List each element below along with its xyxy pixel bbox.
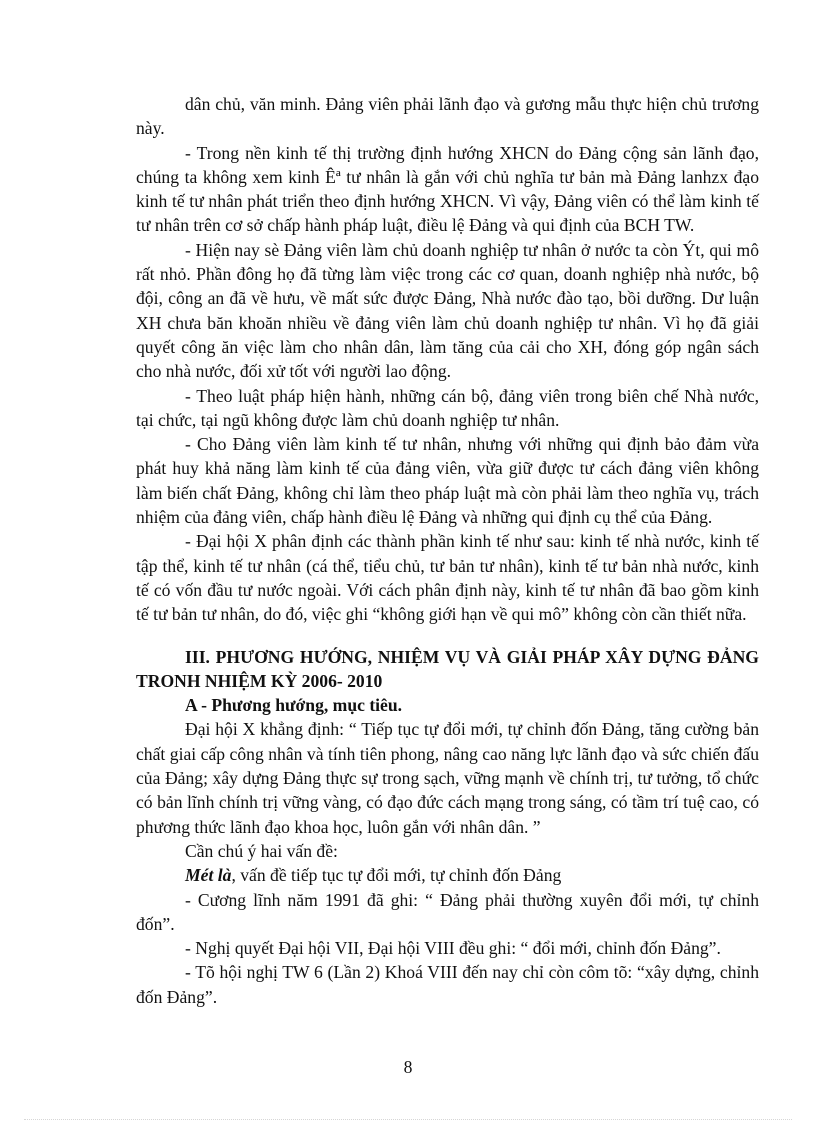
paragraph-two-issues: Cần chú ý hai vấn đề: xyxy=(185,840,338,861)
paragraph-congress-statement: Đại hội X khẳng định: “ Tiếp tục tự đổi mới, tự chỉnh đốn Đảng, tăng cường bản chất giai cấp công nhân và tính tiên phong, nâng cao năng lực lãnh đạo và sức chiến đấu của Đảng; xây dựng Đảng thực sự trong sạch, vững mạnh về chính trị, tư tưởng, tổ chức có bản lĩnh chính trị vững vàng, có đạo đức cách mạng trong sáng, có tầm trí tuệ cao, có phương thức lãnh đạo khoa học, luôn gắn với nhân dân. ” xyxy=(136,719,759,837)
paragraph-economic-sectors: - Đại hội X phân định các thành phần kinh tế như sau: kinh tế nhà nước, kinh tế tập thể, kinh tế tư nhân (cá thể, tiểu chủ, tư bản tư nhân), kinh tế tư bản nhà nước, kinh tế có vốn đầu tư nước ngoài. Với cách phân định này, kinh tế tư nhân đã bao gồm kinh tế tư bản tư nhân, do đó, việc ghi “không giới hạn về qui mô” không còn cần thiết nữa. xyxy=(136,531,759,625)
paragraph-party-members-business: - Hiện nay sè Đảng viên làm chủ doanh nghiệp tư nhân ở nước ta còn Ýt, qui mô rất nhỏ. Phần đông họ đã từng làm việc trong các cơ quan, doanh nghiệp nhà nước, bộ đội, công an đã về hưu, về mất sức được Đảng, Nhà nước đào tạo, bồi dưỡng. Dư luận XH chưa băn khoăn nhiều về đảng viên làm chủ doanh nghiệp tư nhân. Vì họ đã giải quyết công ăn việc làm cho nhân dân, làm tăng của cải cho XH, đóng góp ngân sách cho nhà nước, đối xử tốt với người lao động. xyxy=(136,239,759,382)
section-heading: III. PHƯƠNG HƯỚNG, NHIỆM VỤ VÀ GIẢI PHÁP XÂY DỰNG ĐẢNG TRONH NHIỆM KỲ 2006- 2010 xyxy=(136,646,759,691)
paragraph-private-economy: - Trong nền kinh tế thị trường định hướng XHCN do Đảng cộng sản lãnh đạo, chúng ta không xem kinh Êª tư nhân là gắn với chủ nghĩa tư bản mà Đảng lanhzx đạo kinh tế tư nhân phát triển theo định hướng XHCN. Vì vậy, Đảng viên có thể làm kinh tế tư nhân trên cơ sở chấp hành pháp luật, điều lệ Đảng và qui định của BCH TW. xyxy=(136,142,759,236)
page-body xyxy=(136,92,759,1009)
paragraph-conference-tw6: - Tõ hội nghị TW 6 (Lần 2) Khoá VIII đến nay chỉ còn côm tõ: “xây dựng, chỉnh đốn Đảng”. xyxy=(136,962,759,1007)
paragraph-current-law: - Theo luật pháp hiện hành, những cán bộ, đảng viên trong biên chế Nhà nước, tại chức, tại ngũ không được làm chủ doanh nghiệp tư nhân. xyxy=(136,385,759,430)
paragraph-continuation: dân chủ, văn minh. Đảng viên phải lãnh đạo và gương mẫu thực hiện chủ trương này. xyxy=(136,94,759,139)
first-issue-label: Mét là xyxy=(185,865,232,886)
paragraph-resolution-vii-viii: - Nghị quyết Đại hội VII, Đại hội VIII đều ghi: “ đổi mới, chỉnh đốn Đảng”. xyxy=(185,938,721,959)
first-issue-text: , vấn đề tiếp tục tự đổi mới, tự chỉnh đốn Đảng xyxy=(231,865,562,886)
subsection-heading: A - Phương hướng, mục tiêu. xyxy=(185,695,403,716)
paragraph-first-issue xyxy=(136,863,759,887)
paragraph-platform-1991: - Cương lĩnh năm 1991 đã ghi: “ Đảng phải thường xuyên đổi mới, tự chỉnh đốn”. xyxy=(136,889,759,934)
paragraph-regulations: - Cho Đảng viên làm kinh tế tư nhân, nhưng với những qui định bảo đảm vừa phát huy khả năng làm kinh tế của đảng viên, vừa giữ được tư cách đảng viên không làm biến chất Đảng, không chỉ làm theo pháp luật mà còn phải làm theo nghĩa vụ, trách nhiệm của đảng viên, chấp hành điều lệ Đảng và những qui định cụ thể của Đảng. xyxy=(136,434,759,528)
page-bottom-divider xyxy=(24,1119,792,1120)
page-number: 8 xyxy=(403,1057,413,1077)
